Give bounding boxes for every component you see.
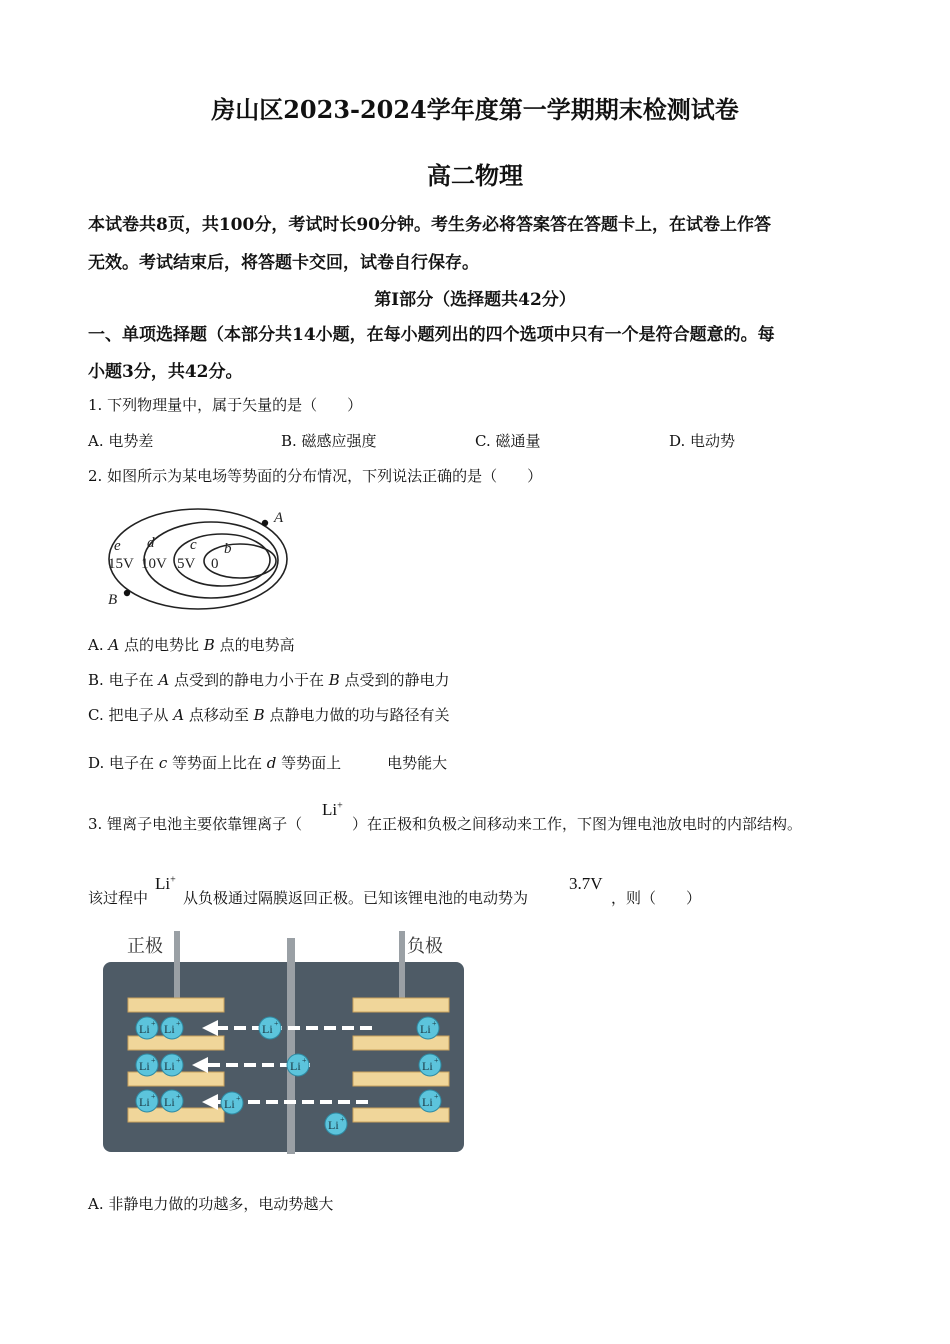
- surface-value-0: 0: [211, 556, 219, 572]
- instructions-line-2: 无效。考试结束后，将答题卡交回，试卷自行保存。: [88, 253, 479, 273]
- lithium-ion-charge: +: [432, 1019, 437, 1028]
- battery-separator: [287, 938, 295, 1154]
- q1-option-b: B. 磁感应强度: [281, 432, 377, 450]
- q3-li-ion-1: Li+: [322, 800, 343, 819]
- lithium-ion: [161, 1054, 183, 1076]
- instructions-line-1: 本试卷共8页，共100分，考试时长90分钟。考生务必将答案答在答题卡上，在试卷上作答: [88, 215, 771, 235]
- lithium-ion-label: Li: [262, 1022, 273, 1036]
- point-b-dot: [124, 590, 130, 596]
- lithium-ion-charge: +: [434, 1092, 439, 1101]
- surface-value-5v: 5V: [177, 556, 196, 572]
- lithium-ion-charge: +: [151, 1019, 156, 1028]
- lithium-ion-label: Li: [164, 1022, 175, 1036]
- lithium-ion-label: Li: [290, 1059, 301, 1073]
- lithium-ion-label: Li: [422, 1095, 433, 1109]
- lithium-ion: [136, 1017, 158, 1039]
- lithium-ion: [136, 1054, 158, 1076]
- lithium-ion-charge: +: [236, 1094, 241, 1103]
- negative-electrode-label: 负极: [407, 936, 443, 956]
- negative-plate: [353, 998, 449, 1012]
- lithium-ion: [419, 1054, 441, 1076]
- q3-line-1-start: 3. 锂离子电池主要依靠锂离子（: [88, 815, 303, 833]
- lithium-ion: [325, 1113, 347, 1135]
- lithium-ion-label: Li: [139, 1022, 150, 1036]
- q1-option-a: A. 电势差: [88, 432, 154, 450]
- lithium-ion-label: Li: [164, 1095, 175, 1109]
- lithium-ion-charge: +: [274, 1019, 279, 1028]
- positive-plate: [128, 998, 224, 1012]
- q2-option-b: B. 电子在 A 点受到的静电力小于在 B 点受到的静电力: [88, 671, 450, 689]
- q1-option-c: C. 磁通量: [475, 432, 541, 450]
- lithium-ion-charge: +: [176, 1019, 181, 1028]
- q3-emf-value: 3.7V: [569, 874, 603, 893]
- surface-letter-b: b: [224, 541, 232, 557]
- lithium-ion: [136, 1090, 158, 1112]
- lithium-ion-charge: +: [434, 1056, 439, 1065]
- part1-heading: 第Ⅰ部分（选择题共42分）: [374, 290, 576, 310]
- equipotential-figure: [100, 500, 300, 618]
- surface-letter-c: c: [190, 537, 197, 553]
- lithium-ion: [259, 1017, 281, 1039]
- q3-line-1-end: ）在正极和负极之间移动来工作，下图为锂电池放电时的内部结构。: [352, 815, 803, 833]
- q3-option-a: A. 非静电力做的功越多，电动势越大: [88, 1195, 334, 1213]
- q2-stem: 2. 如图所示为某电场等势面的分布情况，下列说法正确的是（ ）: [88, 467, 543, 485]
- lithium-ion: [161, 1017, 183, 1039]
- q3-line-2-start: 该过程中: [88, 889, 149, 907]
- lithium-ion-charge: +: [151, 1056, 156, 1065]
- section-heading-line-2: 小题3分，共42分。: [88, 362, 243, 382]
- q2-option-d: D. 电子在 c 等势面上比在 d 等势面上 电势能大: [88, 754, 448, 772]
- q3-line-2-end: ，则（ ）: [611, 889, 702, 907]
- lithium-ion-label: Li: [224, 1097, 235, 1111]
- surface-value-10v: 10V: [141, 556, 167, 572]
- section-heading-line-1: 一、单项选择题（本部分共14小题，在每小题列出的四个选项中只有一个是符合题意的。每: [88, 325, 775, 345]
- lithium-ion-label: Li: [422, 1059, 433, 1073]
- lithium-ion-charge: +: [151, 1092, 156, 1101]
- q3-line-2-middle: 从负极通过隔膜返回正极。已知该锂电池的电动势为: [183, 889, 529, 907]
- lithium-ion-label: Li: [139, 1059, 150, 1073]
- lithium-ion-charge: +: [340, 1115, 345, 1124]
- positive-electrode-label: 正极: [127, 936, 163, 956]
- lithium-ion-charge: +: [176, 1092, 181, 1101]
- lithium-ion-label: Li: [164, 1059, 175, 1073]
- q1-option-d: D. 电动势: [669, 432, 736, 450]
- lithium-ion-charge: +: [302, 1056, 307, 1065]
- q2-option-a: A. A 点的电势比 B 点的电势高: [88, 636, 295, 654]
- lithium-ion-label: Li: [420, 1022, 431, 1036]
- battery-body: [103, 962, 464, 1152]
- q2-option-c: C. 把电子从 A 点移动至 B 点静电力做的功与路径有关: [88, 706, 450, 724]
- lithium-ion: [419, 1090, 441, 1112]
- lithium-ion: [221, 1092, 243, 1114]
- subject-title: 高二物理: [427, 161, 523, 190]
- lithium-ion: [417, 1017, 439, 1039]
- surface-value-15v: 15V: [108, 556, 134, 572]
- negative-plate: [353, 1036, 449, 1050]
- q1-stem: 1. 下列物理量中，属于矢量的是（ ）: [88, 396, 363, 414]
- q3-li-ion-2: Li+: [155, 874, 176, 893]
- lithium-ion: [161, 1090, 183, 1112]
- negative-electrode-terminal: [399, 931, 405, 1005]
- equipotential-surface-e: [109, 509, 287, 609]
- lithium-ion-label: Li: [328, 1118, 339, 1132]
- exam-title: 房山区2023-2024学年度第一学期期末检测试卷: [211, 95, 739, 124]
- point-a-label: A: [274, 510, 284, 526]
- point-a-dot: [262, 520, 268, 526]
- lithium-ion-charge: +: [176, 1056, 181, 1065]
- lithium-ion: [287, 1054, 309, 1076]
- surface-letter-e: e: [114, 538, 121, 554]
- positive-electrode-terminal: [174, 931, 180, 1005]
- lithium-ion-label: Li: [139, 1095, 150, 1109]
- point-b-label: B: [108, 592, 118, 608]
- surface-letter-d: d: [147, 535, 155, 551]
- battery-figure: [100, 928, 470, 1158]
